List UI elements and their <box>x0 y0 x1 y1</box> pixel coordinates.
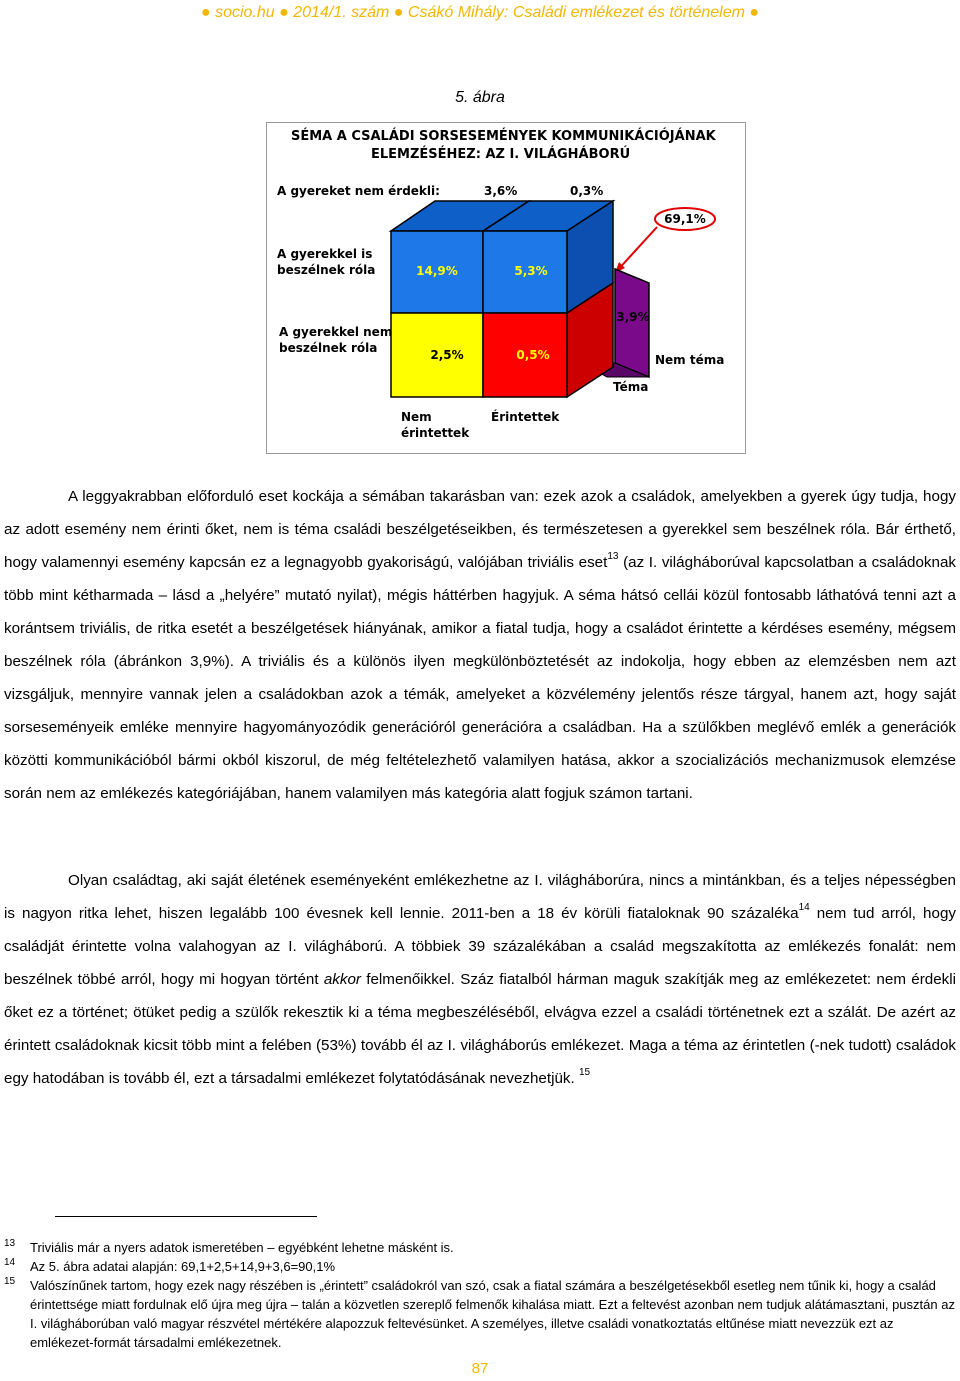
label-talk-line1: A gyerekkel is <box>277 247 373 261</box>
pct-top-right: 0,3% <box>570 184 604 198</box>
footnote-number: 14 <box>4 1257 16 1268</box>
footnote-ref-14[interactable]: 14 <box>798 901 810 913</box>
paragraph-2-part1: Olyan családtag, aki saját életének eseményeként emlékezhetne az I. világháborúra, nincs a mintánkban, és a teljes népességben is nagyon ritka lehet, hiszen legalább 100 évesnek kell lennie. 2011-ben a 18 év körüli fiataloknak 90 százaléka <box>4 872 956 922</box>
running-header <box>0 4 960 22</box>
figure-title-line1: SÉMA A CSALÁDI SORSESEMÉNYEK KOMMUNIKÁCIÓJÁNAK <box>291 129 716 144</box>
label-topic: Téma <box>613 380 649 394</box>
paragraph-2 <box>4 864 956 1095</box>
pct-red: 0,5% <box>516 348 550 362</box>
figure-title-line2: ELEMZÉSÉHEZ: AZ I. VILÁGHÁBORÚ <box>371 147 631 162</box>
footnote-text: Az 5. ábra adatai alapján: 69,1+2,5+14,9+3,6=90,1% <box>30 1259 336 1274</box>
footnote-14 <box>4 1257 956 1276</box>
footnote-13 <box>4 1238 956 1257</box>
paragraph-2-part3: felmenőikkel. Száz fiatalból hárman maguk szakítják meg az emlékezetet: nem érdekli őket ez a történet; ötüket pedig a szülők rekesztik ki a téma megbeszéléséből, elvágva ezzel a családi történetnek ezt a szálát. De azért az érintett családoknak kicsit több mint a felében (53%) tovább él az I. világháborús emlékezet. Maga a téma az érintetlen (-nek tudott) családok egy hatodában is tovább él, ezt a társadalmi emlékezet folytatódásának nevezhetjük. <box>4 971 957 1087</box>
bullet-icon: ● <box>279 4 289 21</box>
footnote-ref-13[interactable]: 13 <box>607 550 619 562</box>
pct-top-left: 3,6% <box>484 184 518 198</box>
paragraph-1-part2: (az I. világháborúval kapcsolatban a családoknak több mint kétharmada – lásd a „helyére” mutató nyilat), mégis háttérben hagyjuk. A séma hátsó cellái közül fontosabb láthatóvá tenni azt a korántsem triviális, de ritka esetét a beszélgetések hiányának, amikor a fiatal tudja, hogy a családot érintette a kérdéses esemény, mégsem beszélnek róla (ábránkon 3,9%). A triviális és a különös ilyen megkülönböztetését az indokolja, hogy ebben az elemzésben nem azt vizsgáljuk, mennyire vannak jelen a családokban azok a témák, amelyeket a közvélemény jelentős része tárgyal, hanem azt, hogy saját sorseseményeik emléke mennyire hagyományozódik generációról generációra a családban. Ha a szülőkben meglévő emlék a generációk közötti kommunikációból bármi okból kiszorul, de még feltételezhető valamilyen hatása, akkor a szocializációs mechanizmusok elemzése során nem az emlékezés kategóriájában, hanem valamilyen más kategória alatt fogjuk számon tartani. <box>4 554 956 802</box>
label-not-affected-line2: érintettek <box>401 426 470 440</box>
page-number: 87 <box>471 1360 489 1377</box>
footnote-text: Valószínűnek tartom, hogy ezek nagy részében is „érintett” családokról van szó, csak a fiatal számára a beszélgetésekből esetleg nem tűnik ki, hogy a család érintettsége miatt fordulnak elő újra meg újra – talán a közvetlen szereplő felmenők kihalása miatt. Ezt a feltevést azonban nem tudjuk alátámasztani, pusztán az I. világháborúban való magyar részvétel mértékére alapozzuk feltevésünket. A személyes, illetve családi vonatkoztatás eltűnése miatt nevezzük ezt az emlékezet-formát társadalmi emlékezetnek. <box>30 1278 955 1350</box>
paragraph-1-part1: A leggyakrabban előforduló eset kockája a sémában takarásban van: ezek azok a családok, amelyekben a gyerek úgy tudja, hogy az adott esemény nem érinti őket, nem is téma családi beszélgetéseikben, és természetesen a gyerekkel sem beszélnek róla. Bár érthető, hogy valamennyi esemény kapcsán ez a legnagyobb gyakoriságú, valójában triviális eset <box>4 488 956 571</box>
label-affected: Érintettek <box>491 410 560 424</box>
footnote-text: Triviális már a nyers adatok ismeretében – egyébként lehetne másként is. <box>30 1240 454 1255</box>
header-site: socio.hu <box>215 4 275 21</box>
paragraph-2-emphasis: akkor <box>323 971 361 988</box>
pct-purple: 3,9% <box>616 310 650 324</box>
paragraph-2-part2: nem tud arról, hogy családját érintette volna valahogyan az I. világháború. A többiek 39 százalékában a család megszakította az emlékezés fonalát: nem beszélnek többé arról, hogy mi hogyan történt <box>4 905 956 988</box>
label-not-talk-line1: A gyerekkel nem <box>279 325 393 339</box>
paragraph-1 <box>4 480 956 810</box>
label-not-interested: A gyereket nem érdekli: <box>277 184 440 198</box>
bullet-icon: ● <box>393 4 404 21</box>
footnotes <box>4 1238 956 1352</box>
label-not-talk-line2: beszélnek róla <box>279 341 378 355</box>
footnote-number: 13 <box>4 1238 16 1249</box>
footnote-number: 15 <box>4 1276 16 1287</box>
cube-diagram <box>267 123 745 453</box>
label-talk-line2: beszélnek róla <box>277 263 376 277</box>
pct-yellow: 2,5% <box>430 348 464 362</box>
bullet-icon: ● <box>749 4 760 21</box>
figure-caption: 5. ábra <box>455 89 505 106</box>
pct-blue-right: 5,3% <box>514 264 548 278</box>
label-not-topic: Nem téma <box>655 353 725 367</box>
header-issue: 2014/1. szám <box>293 4 390 21</box>
footnote-15 <box>4 1276 956 1352</box>
pct-blue-left: 14,9% <box>416 264 458 278</box>
footnote-ref-15[interactable]: 15 <box>578 1066 591 1078</box>
bullet-icon: ● <box>200 4 211 21</box>
label-not-affected-line1: Nem <box>401 410 432 424</box>
figure-box <box>266 122 746 454</box>
header-author-title: Csákó Mihály: Családi emlékezet és történelem <box>407 4 745 21</box>
pct-callout: 69,1% <box>664 212 706 226</box>
footnote-separator <box>55 1216 317 1217</box>
